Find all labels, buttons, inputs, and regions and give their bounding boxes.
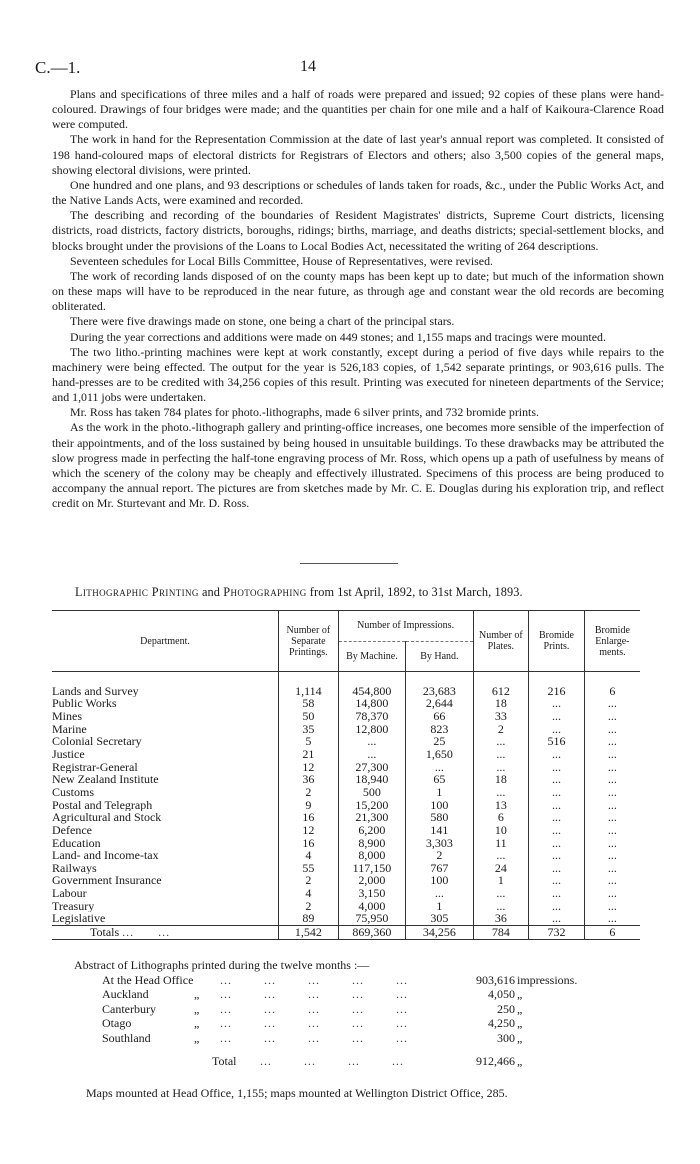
cell-bromide-enlargements: ... — [584, 697, 640, 710]
cell-bromide-enlargements: ... — [584, 710, 640, 723]
department-name: Railways — [52, 861, 97, 875]
table-row — [52, 786, 640, 799]
cell-bromide-enlargements: ... — [584, 824, 640, 837]
cell-plates: 1 — [473, 874, 529, 887]
cell-by-machine: 6,200 — [338, 824, 406, 837]
cell-bromide-enlargements: ... — [584, 837, 640, 850]
cell-bromide-enlargements: ... — [584, 811, 640, 824]
header-impressions: Number of Impressions. — [338, 611, 473, 642]
abstract-place: Southland — [102, 1030, 151, 1045]
abstract-row — [52, 1002, 652, 1017]
cell-by-machine: 75,950 — [338, 912, 406, 925]
paragraph: Mr. Ross has taken 784 plates for photo.-lithographs, made 6 silver prints, and 732 bromide prints. — [70, 405, 539, 420]
cell-by-hand: 65 — [406, 773, 473, 786]
department-name: New Zealand Institute — [52, 773, 159, 786]
totals-plates: 784 — [473, 926, 529, 940]
paragraph: During the year corrections and additions were made on 449 stones; and 1,155 maps and tracings were mounted. — [70, 329, 606, 344]
cell-printings: 55 — [279, 862, 339, 875]
cell-by-hand: ... — [406, 761, 473, 774]
cell-by-machine: 454,800 — [338, 685, 406, 698]
cell-by-machine: 78,370 — [338, 710, 406, 723]
cell-bromide-prints: ... — [529, 723, 585, 736]
cell-bromide-enlargements: 6 — [584, 685, 640, 698]
table-title-part2: Photographing — [223, 585, 307, 599]
totals-row — [52, 926, 640, 940]
table-row — [52, 824, 640, 837]
cell-by-machine: ... — [338, 735, 406, 748]
header-bromide-prints: Bromide Prints. — [529, 611, 585, 672]
department-name: Public Works — [52, 697, 117, 710]
cell-by-hand: ... — [406, 887, 473, 900]
table-title-part1: Lithographic Printing — [75, 585, 199, 599]
cell-printings: 58 — [279, 697, 339, 710]
header-by-hand: By Hand. — [406, 641, 473, 672]
abstract-unit: „ — [517, 1030, 523, 1045]
cell-by-hand: 25 — [406, 735, 473, 748]
department-name: Customs — [52, 785, 95, 799]
department-name: Treasury — [52, 899, 95, 913]
cell-bromide-prints: ... — [529, 874, 585, 887]
cell-department — [52, 761, 279, 774]
cell-department — [52, 723, 279, 736]
section-divider — [300, 563, 398, 564]
cell-by-hand: 3,303 — [406, 837, 473, 850]
abstract-total-unit: „ — [517, 1054, 523, 1068]
cell-bromide-enlargements: ... — [584, 849, 640, 862]
paragraph: The describing and recording of the boundaries of Resident Magistrates' districts, Supreme Court districts, licensing districts, road districts, factory districts, boroughs, ridings; births, marriage, and deaths districts; special-settlement blocks, and blocks brought under the provisions of the Loans to Local Bodies Act, necessitated the writing of 264 descriptions. — [52, 208, 664, 253]
cell-department — [52, 887, 279, 900]
department-name: Justice — [52, 747, 85, 761]
cell-bromide-enlargements: ... — [584, 748, 640, 761]
cell-bromide-prints: ... — [529, 912, 585, 925]
cell-by-machine: 8,900 — [338, 837, 406, 850]
cell-department — [52, 824, 279, 837]
cell-bromide-prints: ... — [529, 710, 585, 723]
cell-plates: 13 — [473, 799, 529, 812]
abstract-value: 4,250 — [488, 1016, 515, 1030]
cell-by-hand: 1 — [406, 786, 473, 799]
cell-printings: 2 — [279, 874, 339, 887]
table-title-rest: from 1st April, 1892, to 31st March, 1893. — [306, 585, 523, 599]
cell-department — [52, 773, 279, 786]
cell-department — [52, 900, 279, 913]
abstract-row — [52, 1016, 652, 1031]
cell-bromide-prints: ... — [529, 824, 585, 837]
abstract-leader: ... ... ... ... ... — [220, 1001, 408, 1016]
abstract-ditto: „ — [194, 987, 200, 1001]
totals-hand: 34,256 — [406, 926, 473, 940]
abstract-ditto: „ — [194, 1030, 200, 1045]
cell-bromide-enlargements: ... — [584, 799, 640, 812]
cell-bromide-prints: 216 — [529, 685, 585, 698]
department-name: Postal and Telegraph — [52, 798, 153, 812]
abstract-place: Canterbury — [102, 1001, 156, 1016]
cell-by-machine: 27,300 — [338, 761, 406, 774]
department-name: Marine — [52, 722, 87, 736]
cell-printings: 2 — [279, 900, 339, 913]
department-name: Registrar-General — [52, 760, 138, 774]
abstract-row — [52, 987, 652, 1002]
abstract-total-row — [52, 1054, 652, 1069]
cell-bromide-prints: ... — [529, 799, 585, 812]
table-row — [52, 912, 640, 925]
cell-department — [52, 862, 279, 875]
cell-by-hand: 141 — [406, 824, 473, 837]
abstract-row — [52, 973, 652, 988]
report-body — [52, 87, 664, 511]
cell-printings: 12 — [279, 761, 339, 774]
cell-department — [52, 735, 279, 748]
cell-by-hand: 2,644 — [406, 697, 473, 710]
cell-by-hand: 66 — [406, 710, 473, 723]
cell-bromide-enlargements: ... — [584, 723, 640, 736]
paragraph: Seventeen schedules for Local Bills Committee, House of Representatives, were revised. — [70, 253, 493, 268]
cell-by-machine: 15,200 — [338, 799, 406, 812]
cell-printings: 5 — [279, 735, 339, 748]
cell-department — [52, 837, 279, 850]
abstract-unit: impressions. — [517, 972, 578, 987]
cell-bromide-prints: ... — [529, 786, 585, 799]
table-body — [52, 672, 640, 926]
department-name: Government Insurance — [52, 874, 162, 888]
cell-plates: 10 — [473, 824, 529, 837]
abstract-leader: ... ... ... ... ... — [220, 987, 408, 1001]
cell-printings: 12 — [279, 824, 339, 837]
table-row — [52, 887, 640, 900]
totals-label: Totals — [90, 925, 120, 940]
cell-printings: 1,114 — [279, 685, 339, 698]
cell-plates: ... — [473, 735, 529, 748]
header-by-machine: By Machine. — [338, 641, 406, 672]
abstract-place: At the Head Office — [102, 972, 194, 987]
cell-plates: 18 — [473, 697, 529, 710]
table-row — [52, 811, 640, 824]
department-name: Labour — [52, 887, 87, 900]
cell-bromide-enlargements: ... — [584, 786, 640, 799]
cell-bromide-enlargements: ... — [584, 761, 640, 774]
header-department: Department. — [52, 611, 279, 672]
table-row — [52, 773, 640, 786]
abstract-value: 250 — [497, 1001, 515, 1016]
abstract-value: 4,050 — [488, 987, 515, 1001]
abstract-heading: Abstract of Lithographs printed during the twelve months :— — [74, 958, 370, 972]
cell-plates: 33 — [473, 710, 529, 723]
cell-bromide-prints: ... — [529, 748, 585, 761]
table-title — [75, 585, 523, 600]
cell-bromide-prints: ... — [529, 900, 585, 913]
paragraph: One hundred and one plans, and 93 descriptions or schedules of lands taken for roads, &c., under the Public Works Act, and the Native Lands Acts, were examined and recorded. — [52, 177, 664, 208]
abstract-unit: „ — [517, 1016, 523, 1030]
cell-department — [52, 912, 279, 925]
cell-by-hand: 100 — [406, 799, 473, 812]
cell-department — [52, 849, 279, 862]
abstract-unit: „ — [517, 1001, 523, 1016]
table-row — [52, 849, 640, 862]
abstract-ditto: „ — [194, 1016, 200, 1030]
cell-by-hand: 100 — [406, 874, 473, 887]
cell-by-machine: 500 — [338, 786, 406, 799]
cell-department — [52, 697, 279, 710]
cell-by-machine: 14,800 — [338, 697, 406, 710]
cell-plates: ... — [473, 786, 529, 799]
cell-plates: 6 — [473, 811, 529, 824]
cell-bromide-enlargements: ... — [584, 773, 640, 786]
totals-enlarge: 6 — [584, 926, 640, 940]
abstract-value: 903,616 — [476, 972, 515, 987]
totals-printings: 1,542 — [279, 926, 339, 940]
department-name: Mines — [52, 709, 82, 723]
paragraph: The two litho.-printing machines were kept at work constantly, except during a period of five days while repairs to the machinery were being effected. The output for the year is 526,183 copies, of 1,542 separate printings, or 903,616 pulls. The hand-presses are to be credited with 34,256 copies of this result. Printing was executed for nineteen departments of the Service; and 1,011 jobs were undertaken. — [52, 344, 664, 405]
abstract-rows — [52, 973, 652, 1046]
cell-bromide-prints: ... — [529, 862, 585, 875]
cell-plates: ... — [473, 900, 529, 913]
cell-by-machine: 12,800 — [338, 723, 406, 736]
header-bromide-enlargements: Bromide Enlarge-ments. — [584, 611, 640, 672]
abstract-leader: ... ... ... ... ... — [220, 972, 408, 987]
department-name: Legislative — [52, 912, 106, 926]
cell-by-machine: 3,150 — [338, 887, 406, 900]
cell-printings: 50 — [279, 710, 339, 723]
cell-by-machine: 8,000 — [338, 849, 406, 862]
abstract-total-leader: ... ... ... ... — [260, 1054, 404, 1068]
cell-bromide-prints: 516 — [529, 735, 585, 748]
abstract-unit: „ — [517, 987, 523, 1001]
cell-by-hand: 1,650 — [406, 748, 473, 761]
cell-bromide-prints: ... — [529, 837, 585, 850]
abstract-row — [52, 1031, 652, 1046]
cell-printings: 4 — [279, 887, 339, 900]
cell-by-machine: 18,940 — [338, 773, 406, 786]
table-row — [52, 748, 640, 761]
cell-plates: 24 — [473, 862, 529, 875]
cell-department — [52, 811, 279, 824]
cell-by-hand: 767 — [406, 862, 473, 875]
cell-department — [52, 748, 279, 761]
page-number: 14 — [300, 58, 316, 75]
paragraph: As the work in the photo.-lithograph gallery and printing-office increases, one becomes more sensible of the imperfection of their appointments, and of the loss sustained by being housed in unsuitable buildings. To these drawbacks may be attributed the slow progress made in perfecting the half-tone engraving process of Mr. Ross, which opens up a path of usefulness by means of which the scenery of the colony may be cheaply and effectively illustrated. Specimens of this process are being produced to accompany the annual report. The pictures are from sketches made by Mr. C. E. Douglas during his exploration trip, and reflect credit on Mr. Sturtevant and Mr. D. Ross. — [52, 420, 664, 511]
cell-plates: ... — [473, 849, 529, 862]
cell-printings: 35 — [279, 723, 339, 736]
abstract-total-label: Total — [212, 1054, 237, 1068]
totals-machine: 869,360 — [338, 926, 406, 940]
paragraph: There were five drawings made on stone, one being a chart of the principal stars. — [70, 314, 455, 329]
cell-plates: ... — [473, 761, 529, 774]
cell-printings: 21 — [279, 748, 339, 761]
cell-printings: 36 — [279, 773, 339, 786]
department-name: Land- and Income-tax — [52, 849, 159, 862]
cell-bromide-prints: ... — [529, 811, 585, 824]
cell-printings: 89 — [279, 912, 339, 925]
cell-printings: 2 — [279, 786, 339, 799]
cell-bromide-enlargements: ... — [584, 862, 640, 875]
header-separate-printings: Number of Separate Printings. — [279, 611, 339, 672]
printing-table — [52, 610, 640, 940]
cell-plates: 36 — [473, 912, 529, 925]
cell-bromide-enlargements: ... — [584, 874, 640, 887]
abstract-value: 300 — [497, 1030, 515, 1045]
cell-department — [52, 710, 279, 723]
department-name: Lands and Survey — [52, 684, 139, 698]
cell-by-machine: 4,000 — [338, 900, 406, 913]
abstract-place: Otago — [102, 1016, 132, 1030]
cell-by-hand: 580 — [406, 811, 473, 824]
abstract-leader: ... ... ... ... ... — [220, 1030, 408, 1045]
abstract-total-value: 912,466 — [476, 1054, 515, 1068]
cell-bromide-prints: ... — [529, 887, 585, 900]
cell-plates: ... — [473, 748, 529, 761]
department-name: Colonial Secretary — [52, 735, 142, 748]
cell-by-machine: 117,150 — [338, 862, 406, 875]
paragraph: The work in hand for the Representation Commission at the date of last year's annual report was completed. It consisted of 198 hand-coloured maps of electoral districts for Registrars of Electors and others; also 3,500 copies of the general maps, showing electoral divisions, were printed. — [52, 132, 664, 177]
cell-by-hand: 2 — [406, 849, 473, 862]
cell-plates: 18 — [473, 773, 529, 786]
maps-mounted-note: Maps mounted at Head Office, 1,155; maps mounted at Wellington District Office, 285. — [86, 1086, 508, 1100]
cell-bromide-prints: ... — [529, 773, 585, 786]
cell-plates: 2 — [473, 723, 529, 736]
abstract-ditto: „ — [194, 1001, 200, 1016]
cell-by-hand: 823 — [406, 723, 473, 736]
cell-printings: 16 — [279, 837, 339, 850]
table-row — [52, 710, 640, 723]
abstract-leader: ... ... ... ... ... — [220, 1016, 408, 1030]
table-title-and: and — [198, 585, 224, 599]
cell-printings: 16 — [279, 811, 339, 824]
cell-by-hand: 1 — [406, 900, 473, 913]
cell-plates: 612 — [473, 685, 529, 698]
paragraph: Plans and specifications of three miles and a half of roads were prepared and issued; 92 copies of these plans were hand-coloured. Drawings of four bridges were made; and the quantities per chain for one mile and a half of Kaikoura-Clarence Road were computed. — [52, 87, 664, 132]
cell-by-hand: 305 — [406, 912, 473, 925]
paragraph: The work of recording lands disposed of on the county maps has been kept up to date; but much of the information shown on these maps will have to be reproduced in the near future, as through age and constant wear the old records are becoming obliterated. — [52, 268, 664, 314]
cell-bromide-prints: ... — [529, 761, 585, 774]
cell-plates: ... — [473, 887, 529, 900]
header-plates: Number of Plates. — [473, 611, 529, 672]
department-name: Agricultural and Stock — [52, 811, 162, 824]
cell-printings: 9 — [279, 799, 339, 812]
cell-by-machine: 21,300 — [338, 811, 406, 824]
cell-bromide-prints: ... — [529, 849, 585, 862]
department-name: Defence — [52, 823, 92, 837]
cell-department — [52, 799, 279, 812]
cell-bromide-enlargements: ... — [584, 900, 640, 913]
cell-by-machine: ... — [338, 748, 406, 761]
cell-department — [52, 874, 279, 887]
totals-bromide: 732 — [529, 926, 585, 940]
cell-bromide-enlargements: ... — [584, 735, 640, 748]
abstract-section — [52, 958, 652, 1069]
department-name: Education — [52, 836, 101, 850]
cell-by-hand: 23,683 — [406, 685, 473, 698]
abstract-place: Auckland — [102, 987, 149, 1001]
cell-bromide-enlargements: ... — [584, 912, 640, 925]
totals-cell-label: Totals ... ... — [52, 926, 279, 940]
cell-bromide-prints: ... — [529, 697, 585, 710]
cell-department — [52, 786, 279, 799]
document-reference: C.—1. — [35, 58, 81, 77]
cell-by-machine: 2,000 — [338, 874, 406, 887]
cell-plates: 11 — [473, 837, 529, 850]
cell-department — [52, 685, 279, 698]
cell-printings: 4 — [279, 849, 339, 862]
cell-bromide-enlargements: ... — [584, 887, 640, 900]
